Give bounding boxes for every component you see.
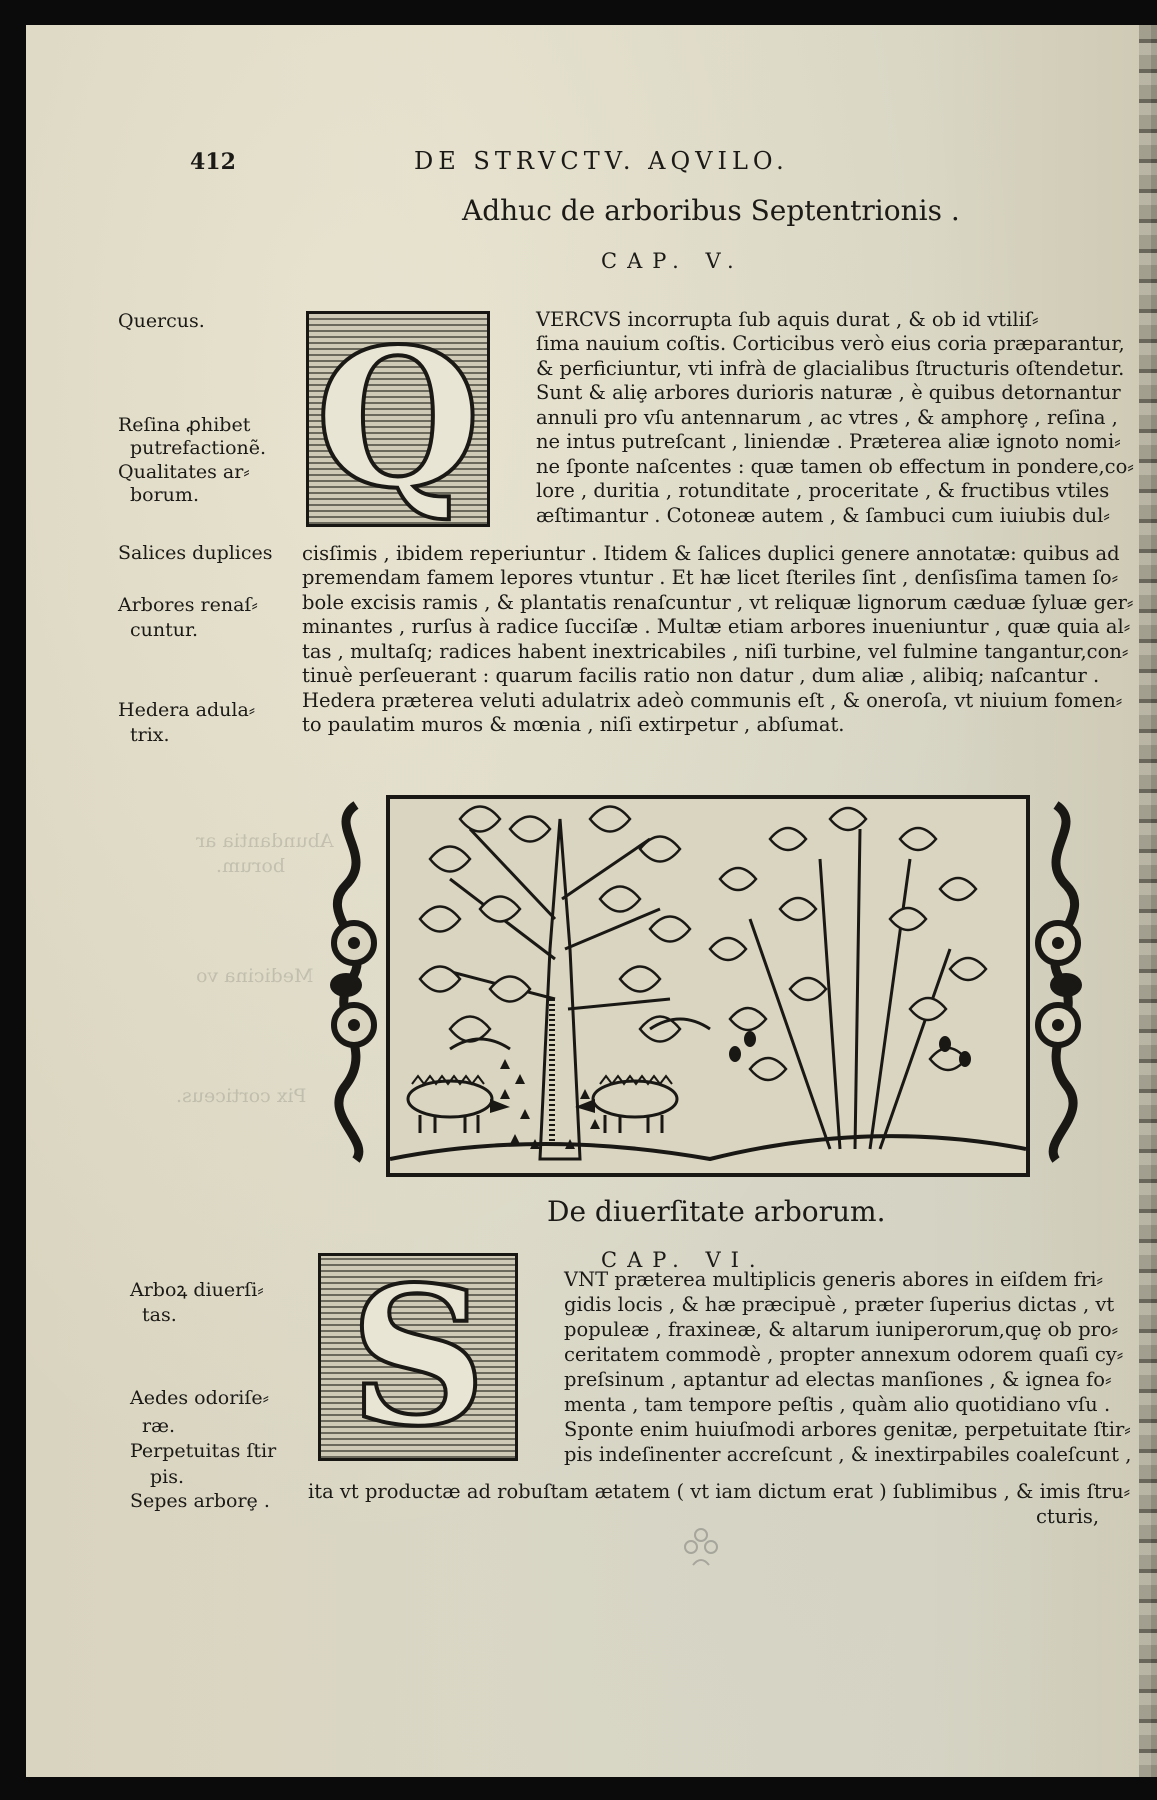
margin-note: Quercus. [118,310,205,332]
text-line: tinuè perſeuerant : quarum facilis ratio non datur , dum aliæ , alibiq; naſcantur . [302,664,1100,687]
woodcut-initial-s [318,1253,518,1461]
library-stamp-mark [681,1525,721,1575]
text-line: lore , duritia , rotunditate , proceritate , & fructibus vtiles [536,479,1110,502]
boar-left [408,1076,510,1133]
initial-letter: S [349,1253,487,1461]
margin-note: Salices duplices [118,542,273,564]
section-title: De diuerſitate arborum. [547,1195,886,1228]
margin-note: putrefactionẽ. [130,437,267,459]
text-line: to paulatim muros & mœnia , niſi extirpetur , abſumat. [302,713,845,736]
bleed-through-text: borum. [216,855,285,877]
margin-note: cuntur. [130,619,199,641]
margin-note: Aedes odoriſe⸗ [130,1387,269,1409]
adjacent-page-edge [1139,25,1157,1777]
trees-and-boars-drawing [390,799,1026,1173]
text-line: ſima nauium coſtis. Corticibus verò eius coria præparantur, [536,332,1125,355]
text-line: cturis, [1036,1505,1100,1528]
folio-number: 412 [190,149,236,175]
text-line: annuli pro vſu antennarum , ac vtres , & amphorȩ , reſina , [536,406,1118,429]
margin-note: Arbores renaſ⸗ [118,594,258,616]
text-line: bole excisis ramis , & plantatis renaſcuntur , vt reliquæ lignorum cæduæ ſyluæ ger⸗ [302,591,1134,614]
margin-note: Hedera adula⸗ [118,699,256,721]
text-line: gidis locis , & hæ præcipuè , præter ſuperius dictas , vt [564,1293,1115,1316]
margin-note: borum. [130,484,199,506]
text-line: tas , multaſq; radices habent inextricabiles , niſi turbine, vel fulmine tangantur,con⸗ [302,640,1129,663]
bleed-through-text: Abundantia ar [196,830,334,852]
margin-note: tas. [142,1304,177,1326]
text-line: cisſimis , ibidem reperiuntur . Itidem & ſalices duplici genere annotatæ: quibus ad [302,542,1120,565]
chapter-heading: CAP. VI. [601,1248,766,1272]
margin-note: pis. [150,1466,185,1488]
boar-right [575,1076,677,1133]
text-line: ne ſponte naſcentes : quæ tamen ob effectum in pondere,co⸗ [536,455,1134,478]
text-line: populeæ , fraxineæ, & altarum iuniperorum,quȩ ob pro⸗ [564,1318,1119,1341]
text-line: pis indeſinenter accreſcunt , & inextirpabiles coaleſcunt , [564,1443,1132,1466]
text-line: premendam famem lepores vtuntur . Et hæ licet ſteriles ſint , denſisſima tamen ſo⸗ [302,566,1119,589]
margin-note: Reſina ꝓhibet [118,414,251,436]
text-line: minantes , rurſus à radice ſucciſæ . Multæ etiam arbores inueniuntur , quæ quia al⸗ [302,615,1131,638]
woodcut-illustration-trees-boars [386,795,1030,1177]
section-title: Adhuc de arboribus Septentrionis . [462,194,960,227]
bleed-through-text: Medicina vo [196,965,314,987]
chapter-heading: CAP. V. [601,249,744,273]
text-line: ne intus putreſcant , liniendæ . Præterea aliæ ignoto nomi⸗ [536,430,1121,453]
text-line: ita vt productæ ad robuſtam ætatem ( vt iam dictum erat ) ſublimibus , & imis ſtru⸗ [308,1480,1131,1503]
margin-note: trix. [130,724,170,746]
margin-note: Qualitates ar⸗ [118,461,250,483]
text-line: Sunt & aliȩ arbores durioris naturæ , è quibus detornantur [536,381,1121,404]
initial-letter: Q [315,311,481,527]
margin-note: ræ. [142,1415,175,1437]
text-line: VERCVS incorrupta ſub aquis durat , & ob id vtiliſ⸗ [536,308,1039,331]
text-line: ceritatem commodè , propter annexum odorem quaſi cy⸗ [564,1343,1124,1366]
text-line: preſsinum , aptantur ad electas manſiones , & ignea fo⸗ [564,1368,1112,1391]
text-line: æſtimantur . Cotoneæ autem , & ſambuci cum iuiubis dul⸗ [536,504,1110,527]
woodcut-initial-q [306,311,490,527]
running-head: DE STRVCTV. AQVILO. [414,147,789,175]
text-line: menta , tam tempore peſtis , quàm alio quotidiano vſu . [564,1393,1111,1416]
margin-note: Perpetuitas ſtir [130,1440,277,1462]
book-page [26,25,1151,1777]
text-line: & perficiuntur, vti infrà de glacialibus ſtructuris oſtendetur. [536,357,1125,380]
margin-note: Arboꝝ diuerſi⸗ [130,1279,264,1301]
floral-ornament-right [1026,795,1096,1165]
text-line: VNT præterea multiplicis generis abores in eiſdem fri⸗ [564,1268,1103,1291]
text-line: Hedera præterea veluti adulatrix adeò communis eſt , & oneroſa, vt niuium fomen⸗ [302,689,1123,712]
bleed-through-text: Pix corticeus. [176,1085,307,1107]
text-line: Sponte enim huiuſmodi arbores genitæ, perpetuitate ſtir⸗ [564,1418,1131,1441]
margin-note: Sepes arborȩ . [130,1490,270,1512]
floral-ornament-left [316,795,386,1165]
